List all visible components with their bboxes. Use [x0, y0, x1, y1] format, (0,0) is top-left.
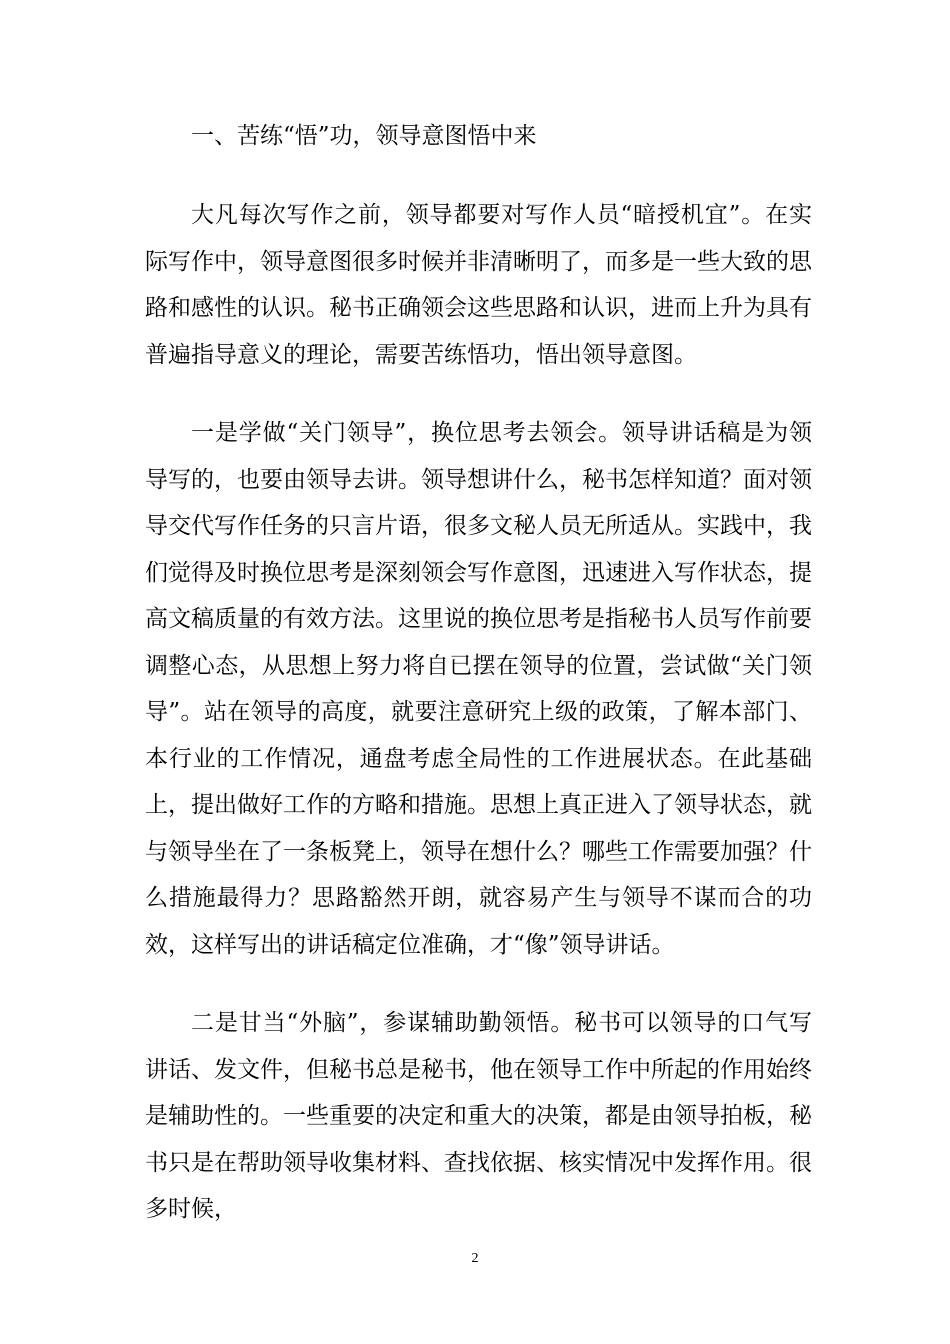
- body-paragraph-2: 一是学做“关门领导”，换位思考去领会。领导讲话稿是为领导写的，也要由领导去讲。领导想讲什么，秘书怎样知道？面对领导交代写作任务的只言片语，很多文秘人员无所适从。实践中，我们觉得及时换位思考是深刻领会写作意图，迅速进入写作状态，提高文稿质量的有效方法。这里说的换位思考是指秘书人员写作前要调整心态，从思想上努力将自已摆在领导的位置，尝试做“关门领导”。站在领导的高度，就要注意研究上级的政策，了解本部门、本行业的工作情况，通盘考虑全局性的工作进展状态。在此基础上，提出做好工作的方略和措施。思想上真正进入了领导状态，就与领导坐在了一条板凳上，领导在想什么？哪些工作需要加强？什么措施最得力？思路豁然开朗，就容易产生与领导不谋而合的功效，这样写出的讲话稿定位准确，才“像”领导讲话。: [145, 420, 812, 958]
- body-paragraph-1: 大凡每次写作之前，领导都要对写作人员“暗授机宜”。在实际写作中，领导意图很多时候并非清晰明了，而多是一些大致的思路和感性的认识。秘书正确领会这些思路和认识，进而上升为具有普遍指导意义的理论，需要苦练悟功，悟出领导意图。: [145, 202, 812, 368]
- page-number: 2: [471, 1251, 479, 1266]
- section-heading: 一、苦练“悟”功，领导意图悟中来: [191, 123, 537, 149]
- body-paragraph-3: 二是甘当“外脑”，参谋辅助勤领悟。秘书可以领导的口气写讲话、发文件，但秘书总是秘书，他在领导工作中所起的作用始终是辅助性的。一些重要的决定和重大的决策，都是由领导拍板，秘书只是在帮助领导收集材料、查找依据、核实情况中发挥作用。很多时候，: [145, 1010, 812, 1222]
- page-body: [145, 112, 812, 1233]
